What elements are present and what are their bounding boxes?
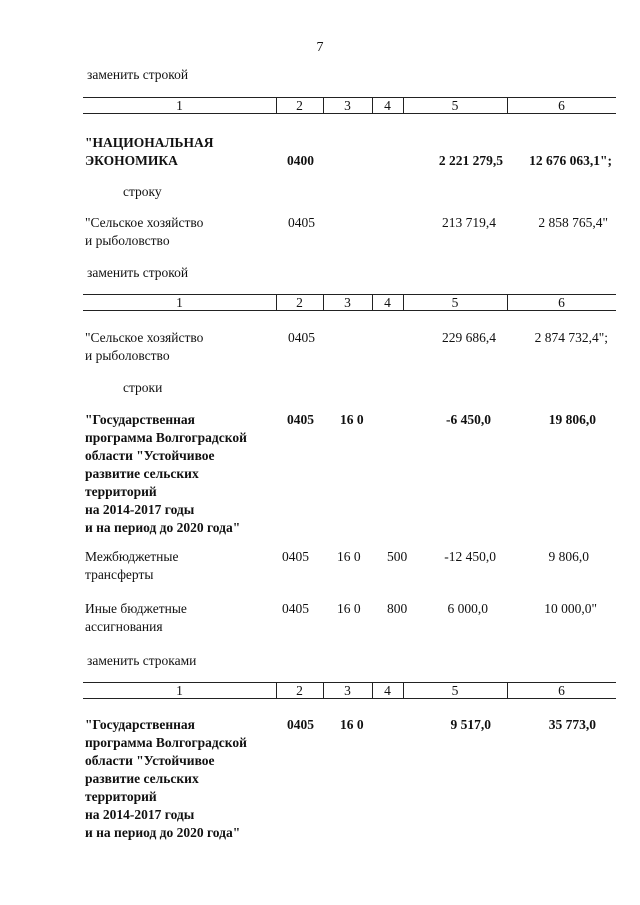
column-header: 5 xyxy=(451,683,459,698)
column-header: 2 xyxy=(296,295,303,310)
row-name: "Сельское хозяйство и рыболовство xyxy=(85,330,204,363)
row-code: 0405 xyxy=(282,549,309,564)
page-number: 7 xyxy=(316,40,324,55)
row-value-6: 9 806,0 xyxy=(548,549,589,564)
row-value-5: -6 450,0 xyxy=(446,412,491,427)
instruction-label: строку xyxy=(123,184,162,199)
column-header: 3 xyxy=(344,98,351,113)
row-name: "Государственная программа Волгоградской области "Устойчивое развитие сельских территорий на 2014-2017 годы и на период до 2020 года" xyxy=(85,412,247,535)
row-name: Иные бюджетные ассигнования xyxy=(85,601,187,634)
column-header-row xyxy=(83,294,616,312)
column-header: 1 xyxy=(176,683,183,698)
column-header: 1 xyxy=(176,98,183,113)
row-code: 0405 xyxy=(288,215,315,230)
column-header: 3 xyxy=(344,295,351,310)
row-code: 0405 xyxy=(287,412,314,427)
row-value-5: 6 000,0 xyxy=(447,601,488,616)
column-header: 3 xyxy=(344,683,351,698)
row-program-code: 16 0 xyxy=(337,549,361,564)
row-value-6: 10 000,0" xyxy=(544,601,597,616)
row-name: Межбюджетные трансферты xyxy=(85,549,179,582)
column-header: 1 xyxy=(176,295,183,310)
row-code: 0405 xyxy=(287,717,314,732)
row-value-5: 9 517,0 xyxy=(450,717,491,732)
row-value-6: 12 676 063,1"; xyxy=(529,153,612,168)
column-header: 6 xyxy=(558,295,565,310)
row-program-code: 16 0 xyxy=(340,412,364,427)
column-header: 6 xyxy=(558,683,565,698)
column-header: 4 xyxy=(384,295,391,310)
row-name: "Сельское хозяйство и рыболовство xyxy=(85,215,204,248)
row-program-code: 16 0 xyxy=(337,601,361,616)
row-code: 0400 xyxy=(287,153,314,168)
row-program-code: 16 0 xyxy=(340,717,364,732)
row-name: "НАЦИОНАЛЬНАЯ ЭКОНОМИКА xyxy=(85,135,214,168)
row-value-5: -12 450,0 xyxy=(444,549,496,564)
column-header: 4 xyxy=(384,683,391,698)
column-header: 4 xyxy=(384,98,391,113)
column-header: 6 xyxy=(558,98,565,113)
row-value-6: 35 773,0 xyxy=(548,717,596,732)
row-value-5: 2 221 279,5 xyxy=(438,153,503,168)
row-expense-type: 800 xyxy=(387,601,408,616)
row-value-6: 2 858 765,4" xyxy=(538,215,608,230)
row-name: "Государственная программа Волгоградской области "Устойчивое развитие сельских территорий на 2014-2017 годы и на период до 2020 года" xyxy=(85,717,247,840)
instruction-label: заменить строкой xyxy=(87,67,189,82)
row-code: 0405 xyxy=(288,330,315,345)
row-value-5: 229 686,4 xyxy=(442,330,496,345)
column-header: 5 xyxy=(451,98,459,113)
row-code: 0405 xyxy=(282,601,309,616)
row-value-6: 2 874 732,4"; xyxy=(534,330,608,345)
column-header-row xyxy=(83,97,616,115)
row-value-6: 19 806,0 xyxy=(548,412,596,427)
column-header: 5 xyxy=(451,295,459,310)
column-header: 2 xyxy=(296,683,303,698)
instruction-label: заменить строками xyxy=(87,653,197,668)
row-value-5: 213 719,4 xyxy=(442,215,496,230)
instruction-label: строки xyxy=(123,380,163,395)
column-header: 2 xyxy=(296,98,303,113)
row-expense-type: 500 xyxy=(387,549,408,564)
instruction-label: заменить строкой xyxy=(87,265,189,280)
column-header-row xyxy=(83,682,616,700)
